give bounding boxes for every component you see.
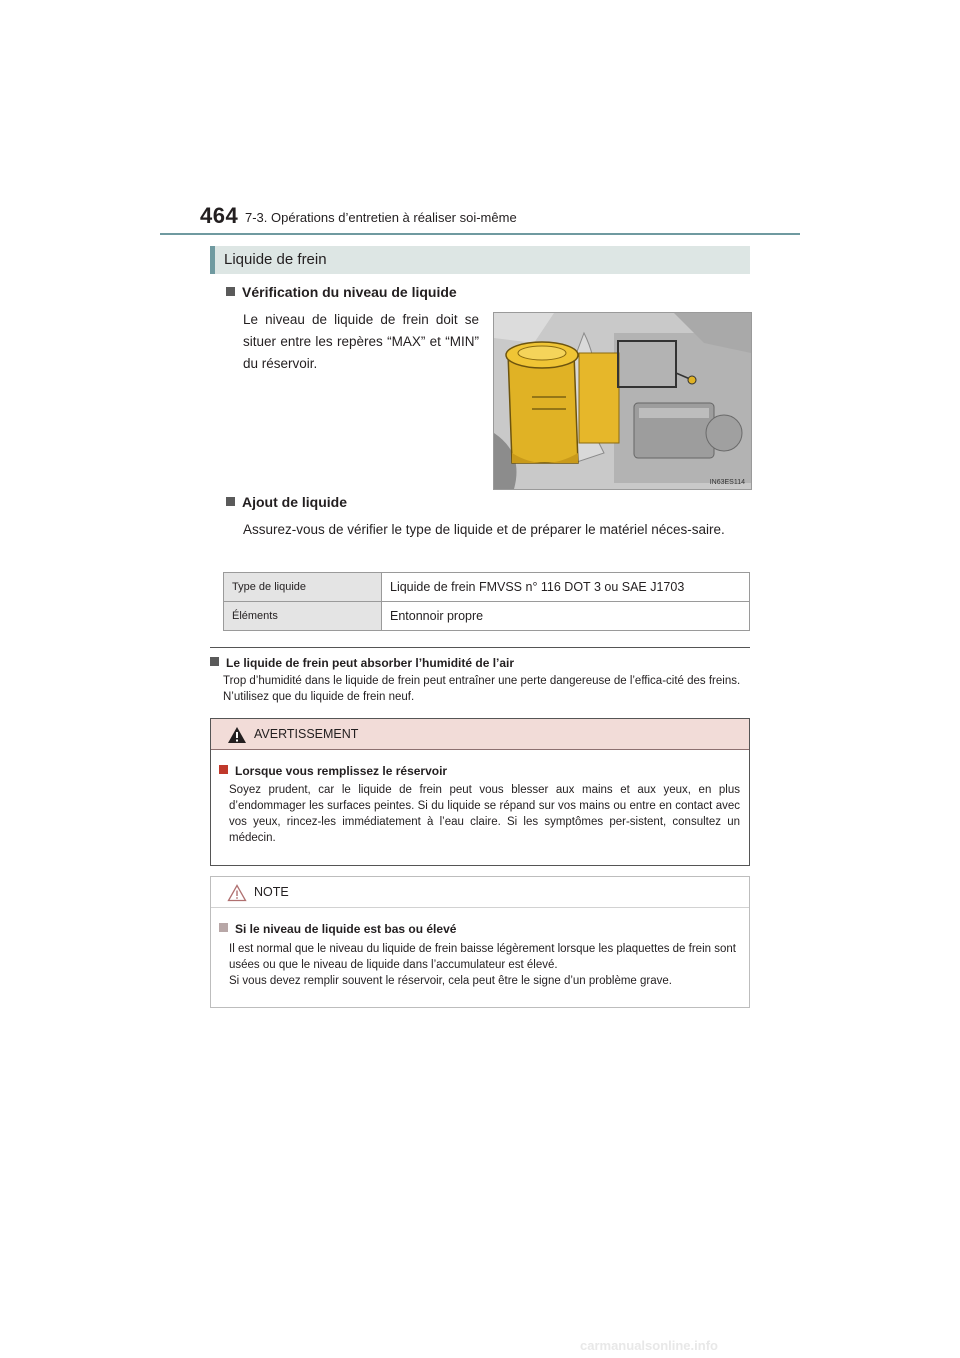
warning-triangle-icon [227, 726, 247, 744]
note-text: Trop d’humidité dans le liquide de frein peut entraîner une perte dangereuse de l’effica-cité des freins. N’utilisez que du liquide de frein neuf. [223, 675, 741, 703]
section-accent [210, 246, 215, 274]
section-header [210, 246, 750, 274]
notice-line: Il est normal que le niveau du liquide de frein baisse légèrement lorsque les plaquettes de frein sont usées ou que le niveau de liquide dans l’accumulateur est élevé. [229, 943, 736, 971]
square-bullet-icon [226, 497, 235, 506]
check-text: Le niveau de liquide de frein doit se situer entre les repères “MAX” et “MIN” du réservoir. [243, 312, 479, 371]
warning-header [211, 719, 749, 750]
notice-line: Si vous devez remplir souvent le réservoir, cela peut être le signe d’un problème grave. [229, 975, 672, 987]
chapter-title: 7-3. Opérations d’entretien à réaliser soi-même [245, 210, 517, 225]
divider [210, 647, 750, 648]
note-title-text: Le liquide de frein peut absorber l’humidité de l’air [226, 656, 515, 670]
note-title [210, 656, 514, 670]
table-row [224, 602, 750, 631]
caution-triangle-icon [227, 884, 247, 902]
square-bullet-icon [219, 923, 228, 932]
footer-watermark: carmanualsonline.info [580, 1338, 718, 1353]
check-heading [226, 284, 457, 300]
notice-box [210, 876, 750, 1008]
square-bullet-icon [226, 287, 235, 296]
brake-reservoir-illustration [494, 313, 751, 489]
square-bullet-icon [210, 657, 219, 666]
notice-text [229, 941, 740, 989]
warning-box [210, 718, 750, 866]
notice-header [211, 877, 749, 908]
add-heading [226, 494, 347, 510]
notice-label: NOTE [254, 885, 289, 899]
table-row-label: Éléments [224, 602, 382, 631]
notice-subheading-text: Si le niveau de liquide est bas ou élevé [235, 922, 457, 936]
square-bullet-icon [219, 765, 228, 774]
figure-code: IN63ES114 [709, 479, 745, 486]
check-heading-text: Vérification du niveau de liquide [242, 284, 457, 300]
engine-bay-figure [493, 312, 752, 490]
warning-subheading-text: Lorsque vous remplissez le réservoir [235, 764, 448, 778]
add-text: Assurez-vous de vérifier le type de liquide et de préparer le matériel néces-saire. [243, 522, 725, 537]
add-heading-text: Ajout de liquide [242, 494, 347, 510]
notice-subheading [219, 922, 456, 936]
table-row-value: Liquide de frein FMVSS n° 116 DOT 3 ou SAE J1703 [382, 573, 750, 602]
table-row-value: Entonnoir propre [382, 602, 750, 631]
section-title: Liquide de frein [224, 251, 327, 268]
warning-text: Soyez prudent, car le liquide de frein peut vous blesser aux mains et aux yeux, en plus d’endommager les surfaces peintes. Si du liquide se répand sur vos mains ou entre en contact avec vos yeux, rincez-les immédiatement à l’eau claire. Si les symptômes per-sistent, consultez un médecin. [229, 784, 740, 844]
warning-label: AVERTISSEMENT [254, 727, 359, 741]
header-rule [160, 233, 800, 235]
warning-subheading [219, 764, 447, 778]
table-row [224, 573, 750, 602]
table-row-label: Type de liquide [224, 573, 382, 602]
spec-table [223, 572, 750, 631]
page-number: 464 [200, 203, 239, 228]
